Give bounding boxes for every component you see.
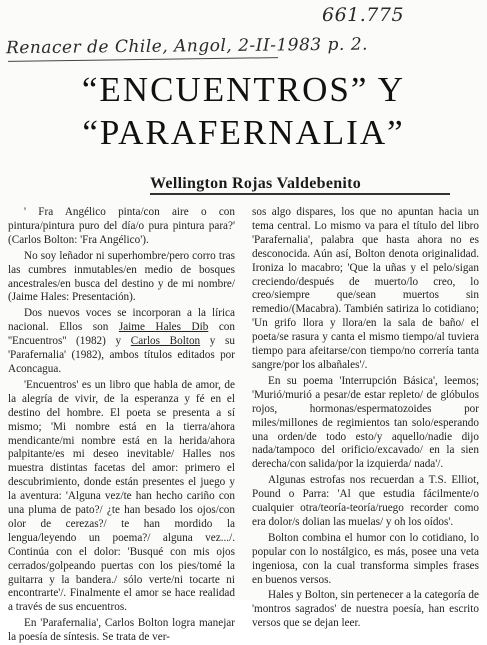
paragraph: En su poema 'Interrupción Básica', leemos; 'Murió/murió a pesar/de estar repleto/ de glóbulos rojos, hormonas/espermatozoides por miles/millones de regimientos tan solo/esperando una orden/de todo esto/y aquello/nadie dijo nada/tampoco del orificio/excavado/ en la sien derecha/con salida/por la izquierda/ nada'/.: [252, 374, 479, 471]
paragraph: [8, 307, 235, 377]
paragraph-text: y su 'Parafernalia' (1982), ambos títulos editados por Aconcagua.: [8, 335, 236, 375]
byline: Wellington Rojas Valdebenito: [150, 175, 362, 192]
paragraph: No soy leñador ni superhombre/pero corro tras las cumbres inmutables/en medio de bosques ancestrales/en busca del destino y de mi nombre/ (Jaime Hales: Presentación).: [8, 249, 235, 304]
paragraph-text: con ''Encuentros'' (1982) y: [8, 321, 235, 348]
paragraph: ' Fra Angélico pinta/con aire o con pintura/pintura puro del día/o pura pintura para?' (Carlos Bolton: 'Fra Angélico').: [8, 206, 235, 246]
author-name-bolton: Carlos Bolton: [130, 335, 201, 348]
paragraph-text: Dos nuevos voces se incorporan a la lírica nacional. Ellos son: [8, 307, 235, 334]
paragraph: sos algo dispares, los que no apuntan hacia un tema central. Lo mismo va para el título del libro 'Parafernalia', palabra que hasta ahora no es desconocida. Aún así, Bolton denota originalidad. Ironiza lo macabro; 'Que la uñas y el pelo/sigan creciendo/después de muerto/lo creo, lo creo/siempre que/sean muertos sin remedio/(Macabra). También satiriza lo cotidiano; 'Un grifo llora y llora/en la sala de baño/ el poeta/se rasura y canta el mismo tiempo/al tuviera tiempo para afeitarse/con tiempo/no correría tanta sangre/por los albañales'/.: [252, 206, 479, 371]
left-column: [8, 206, 235, 645]
paragraph: 'Encuentros' es un libro que habla de amor, de la alegría de vivir, de la esperanza y fé en el destino del hombre. El poeta se presenta a sí mismo; 'Mi nombre está en la tierra/ahora mendicante/mi nombre está en la herida/ahora palpitante/es mi deseo inevitable/ Halles nos muestra distintas facetas del amor: primero el descubrimiento, donde están presentes el juego y la aventura: 'Alguna vez/te han hecho cariño con una pluma de pato?/ ¿te han besado los ojos/con olor de cerezas?/ te han mordido la lengua/leyendo un poema?/ alguna vez.../. Continúa con el dolor: 'Busqué con mis ojos cerrados/golpeando puertas con los pies/tomé la guitarra y la bandera./ sólo verte/ni tocarte ni encontrarte'/. Finalmente el amor se hace realidad a través de sus encuentros.: [8, 378, 235, 614]
paragraph: En 'Parafernalia', Carlos Bolton logra manejar la poesía de síntesis. Se trata de ver-: [8, 617, 235, 644]
headline-line-1: “ENCUENTROS” Y: [81, 70, 406, 109]
headline-line-2: “PARAFERNALIA”: [82, 113, 405, 152]
right-column: [252, 206, 479, 631]
paragraph: Algunas estrofas nos recuerdan a T.S. Elliot, Pound o Parra: 'Al que estudia fácilmente/o cualquier otra/teoría-teoría/ruego recorder como era dolor/s dolian las muelas/ y oh los oídos'.: [252, 474, 479, 528]
paragraph: Bolton combina el humor con lo cotidiano, lo popular con lo nostálgico, es más, posee una veta ingeniosa, con la cual transforma simples frases en buenos versos.: [252, 531, 479, 586]
paragraph: Hales y Bolton, sin pertenecer a la categoría de 'montros sagrados' de nuestra poesía, han escrito versos que se dejan leer.: [252, 589, 479, 630]
handwritten-reference-number: 661.775: [322, 4, 405, 26]
handwritten-source-citation: Renacer de Chile, Angol, 2-II-1983 p. 2.: [5, 34, 369, 59]
byline-rule: [150, 193, 450, 195]
author-name-hales: Jaime Hales Dib: [118, 321, 209, 334]
